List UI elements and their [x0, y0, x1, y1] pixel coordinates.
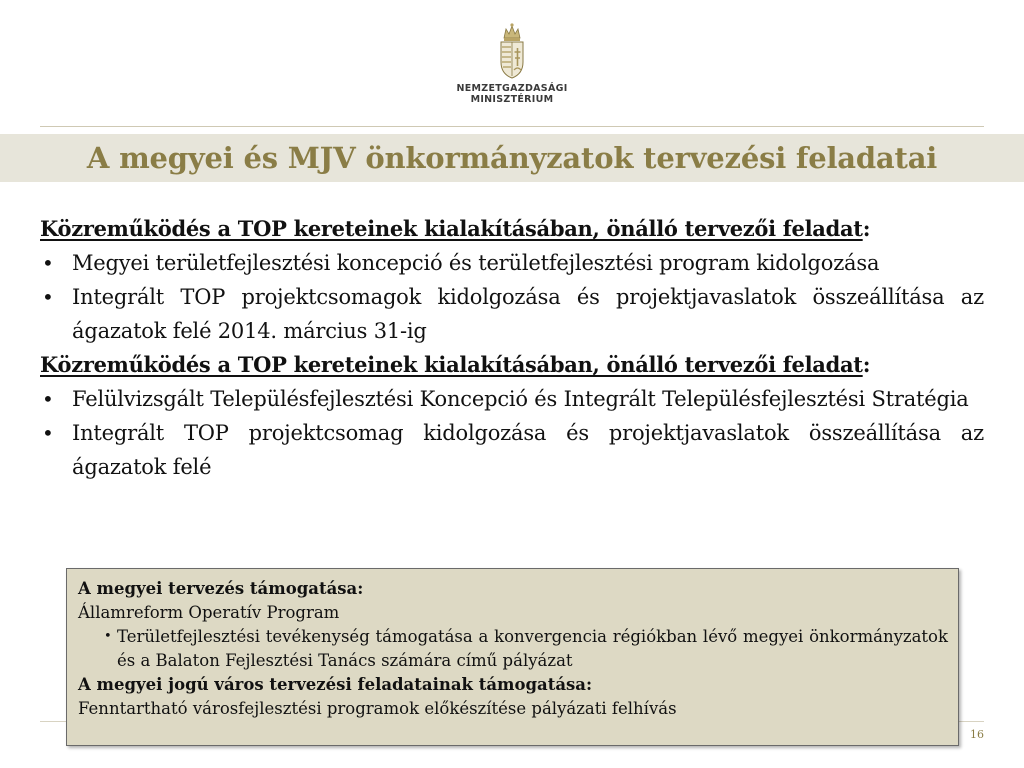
hungarian-coat-of-arms-icon [494, 22, 530, 80]
list-item [40, 416, 984, 484]
support-info-box [66, 568, 959, 746]
list-item-text: Megyei területfejlesztési koncepció és területfejlesztési program kidolgozása [72, 251, 880, 275]
note-heading-1: A megyei tervezés támogatása: [78, 579, 364, 598]
bullet-icon: • [42, 285, 54, 309]
list-item [40, 246, 984, 280]
ministry-name [456, 83, 567, 105]
section-heading-1-text: Közreműködés a TOP kereteinek kialakításában, önálló tervezői feladat [40, 216, 863, 241]
header-divider [40, 126, 984, 127]
slide-body [40, 212, 984, 484]
section-heading-1 [40, 212, 984, 246]
note-heading-2: A megyei jogú város tervezési feladatainak támogatása: [78, 675, 593, 694]
ministry-logo [0, 22, 1024, 105]
page-number: 16 [970, 728, 984, 741]
bullet-icon: • [42, 387, 54, 411]
list-item-text: Felülvizsgált Településfejlesztési Koncepció és Integrált Településfejlesztési Stratégia [72, 387, 969, 411]
section-heading-1-suffix: : [862, 216, 871, 241]
list-item [40, 280, 984, 348]
bullet-icon: • [104, 629, 112, 644]
bullet-icon: • [42, 421, 54, 445]
list-item [40, 382, 984, 416]
section-heading-2 [40, 348, 984, 382]
list-item-text: Területfejlesztési tevékenység támogatása a konvergencia régiókban lévő megyei önkormányzatok és a Balaton Fejlesztési Tanács számára című pályázat [117, 627, 948, 670]
note-line-2: Fenntartható városfejlesztési programok előkészítése pályázati felhívás [78, 699, 677, 718]
list-item [104, 625, 948, 673]
list-item-text: Integrált TOP projektcsomagok kidolgozása és projektjavaslatok összeállítása az ágazatok felé 2014. március 31-ig [72, 285, 984, 343]
ministry-name-line2: MINISZTÉRIUM [470, 94, 554, 105]
title-bar [0, 134, 1024, 182]
slide-title: A megyei és MJV önkormányzatok tervezési feladatai [86, 141, 938, 175]
note-bullet-list [78, 625, 948, 673]
section-heading-2-suffix: : [862, 352, 871, 377]
bullet-list-1 [40, 246, 984, 348]
bullet-icon: • [42, 251, 54, 275]
section-heading-2-text: Közreműködés a TOP kereteinek kialakításában, önálló tervezői feladat [40, 352, 863, 377]
ministry-name-line1: NEMZETGAZDASÁGI [456, 83, 568, 94]
note-line-1: Államreform Operatív Program [78, 603, 340, 622]
bullet-list-2 [40, 382, 984, 484]
list-item-text: Integrált TOP projektcsomag kidolgozása és projektjavaslatok összeállítása az ágazatok felé [72, 421, 984, 479]
